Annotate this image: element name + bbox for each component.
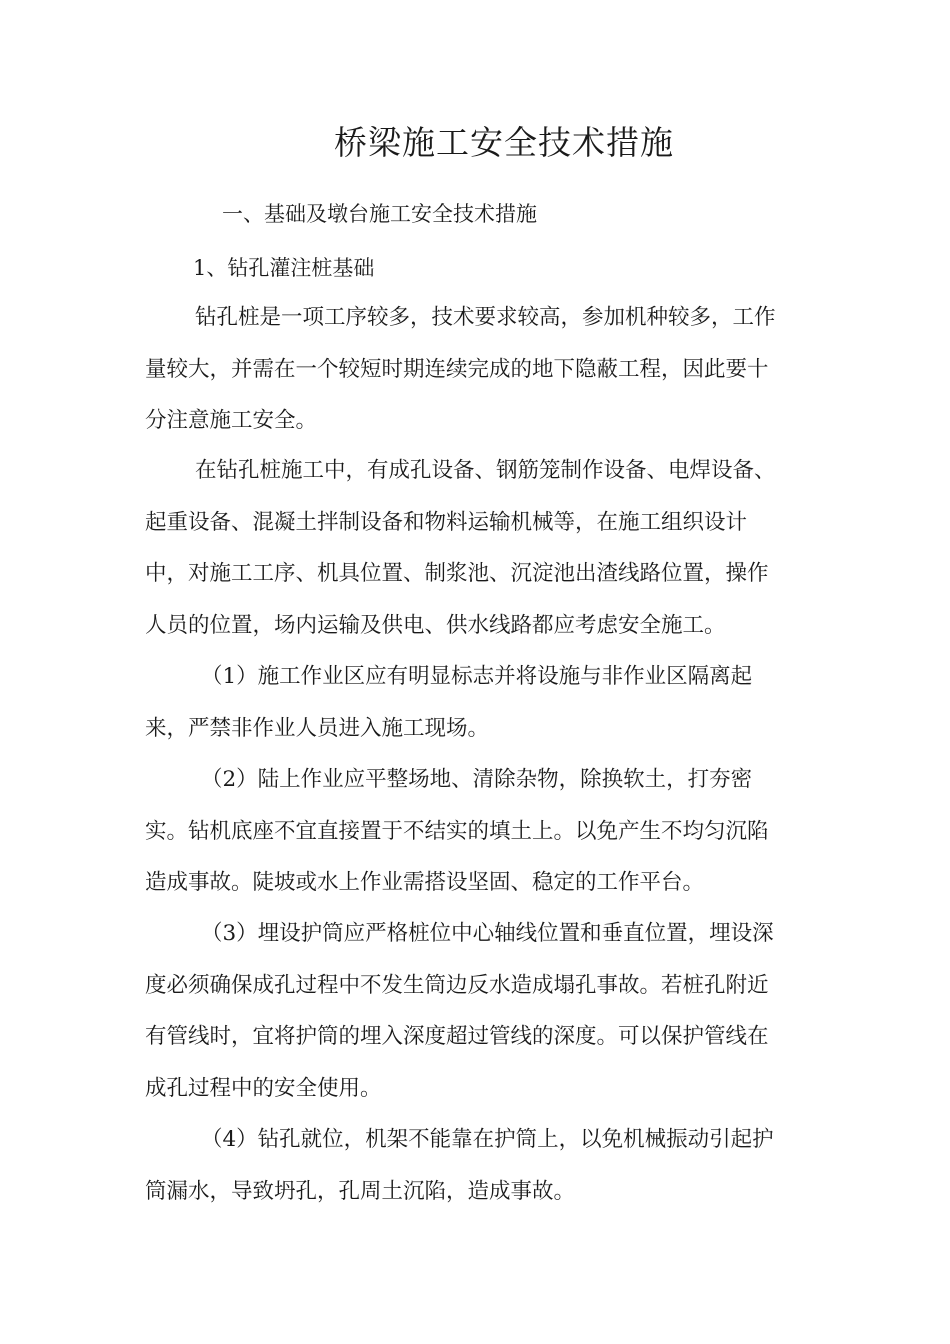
subsection-heading: 1、钻孔灌注桩基础 [193, 256, 375, 280]
paragraph-5 [145, 916, 805, 1122]
paragraph-line: 中，对施工工序、机具位置、制浆池、沉淀池出渣线路位置，操作 [145, 561, 769, 586]
paragraph-line: 来，严禁非作业人员进入施工现场。 [145, 715, 490, 741]
paragraph-line: 成孔过程中的安全使用。 [145, 1075, 382, 1101]
paragraph-line: 造成事故。陡坡或水上作业需搭设坚固、稳定的工作平台。 [145, 870, 705, 895]
paragraph-line: 起重设备、混凝土拌制设备和物料运输机械等，在施工组织设计 [145, 509, 748, 535]
paragraph-line: 量较大，并需在一个较短时期连续完成的地下隐蔽工程，因此要十 [145, 356, 769, 382]
paragraph-line: 分注意施工安全。 [145, 408, 318, 433]
paragraph-line: 实。钻机底座不宜直接置于不结实的填土上。以免产生不均匀沉陷 [145, 818, 769, 844]
paragraph-6 [145, 1122, 805, 1225]
paragraph-line: 在钻孔桩施工中，有成孔设备、钢筋笼制作设备、电焊设备、 [195, 458, 776, 483]
section-heading: 一、基础及墩台施工安全技术措施 [222, 202, 537, 226]
paragraph-line: 有管线时，宜将护筒的埋入深度超过管线的深度。可以保护管线在 [145, 1024, 769, 1049]
paragraph-line: （4）钻孔就位，机架不能靠在护筒上，以免机械振动引起护 [201, 1127, 774, 1152]
paragraph-3 [145, 659, 805, 762]
paragraph-2 [145, 453, 805, 659]
paragraph-line: 钻孔桩是一项工序较多，技术要求较高，参加机种较多，工作 [195, 305, 776, 330]
paragraph-line: 筒漏水，导致坍孔，孔周土沉陷，造成事故。 [145, 1178, 576, 1204]
paragraph-4 [145, 762, 805, 917]
paragraph-line: 人员的位置，场内运输及供电、供水线路都应考虑安全施工。 [145, 612, 726, 638]
paragraph-line: 度必须确保成孔过程中不发生筒边反水造成塌孔事故。若桩孔附近 [145, 972, 769, 998]
document-title: 桥梁施工安全技术措施 [334, 123, 674, 162]
paragraph-line: （1）施工作业区应有明显标志并将设施与非作业区隔离起 [201, 664, 753, 689]
paragraph-1 [145, 300, 805, 455]
paragraph-line: （3）埋设护筒应严格桩位中心轴线位置和垂直位置，埋设深 [201, 921, 774, 946]
paragraph-line: （2）陆上作业应平整场地、清除杂物，除换软土，打夯密 [201, 767, 753, 792]
